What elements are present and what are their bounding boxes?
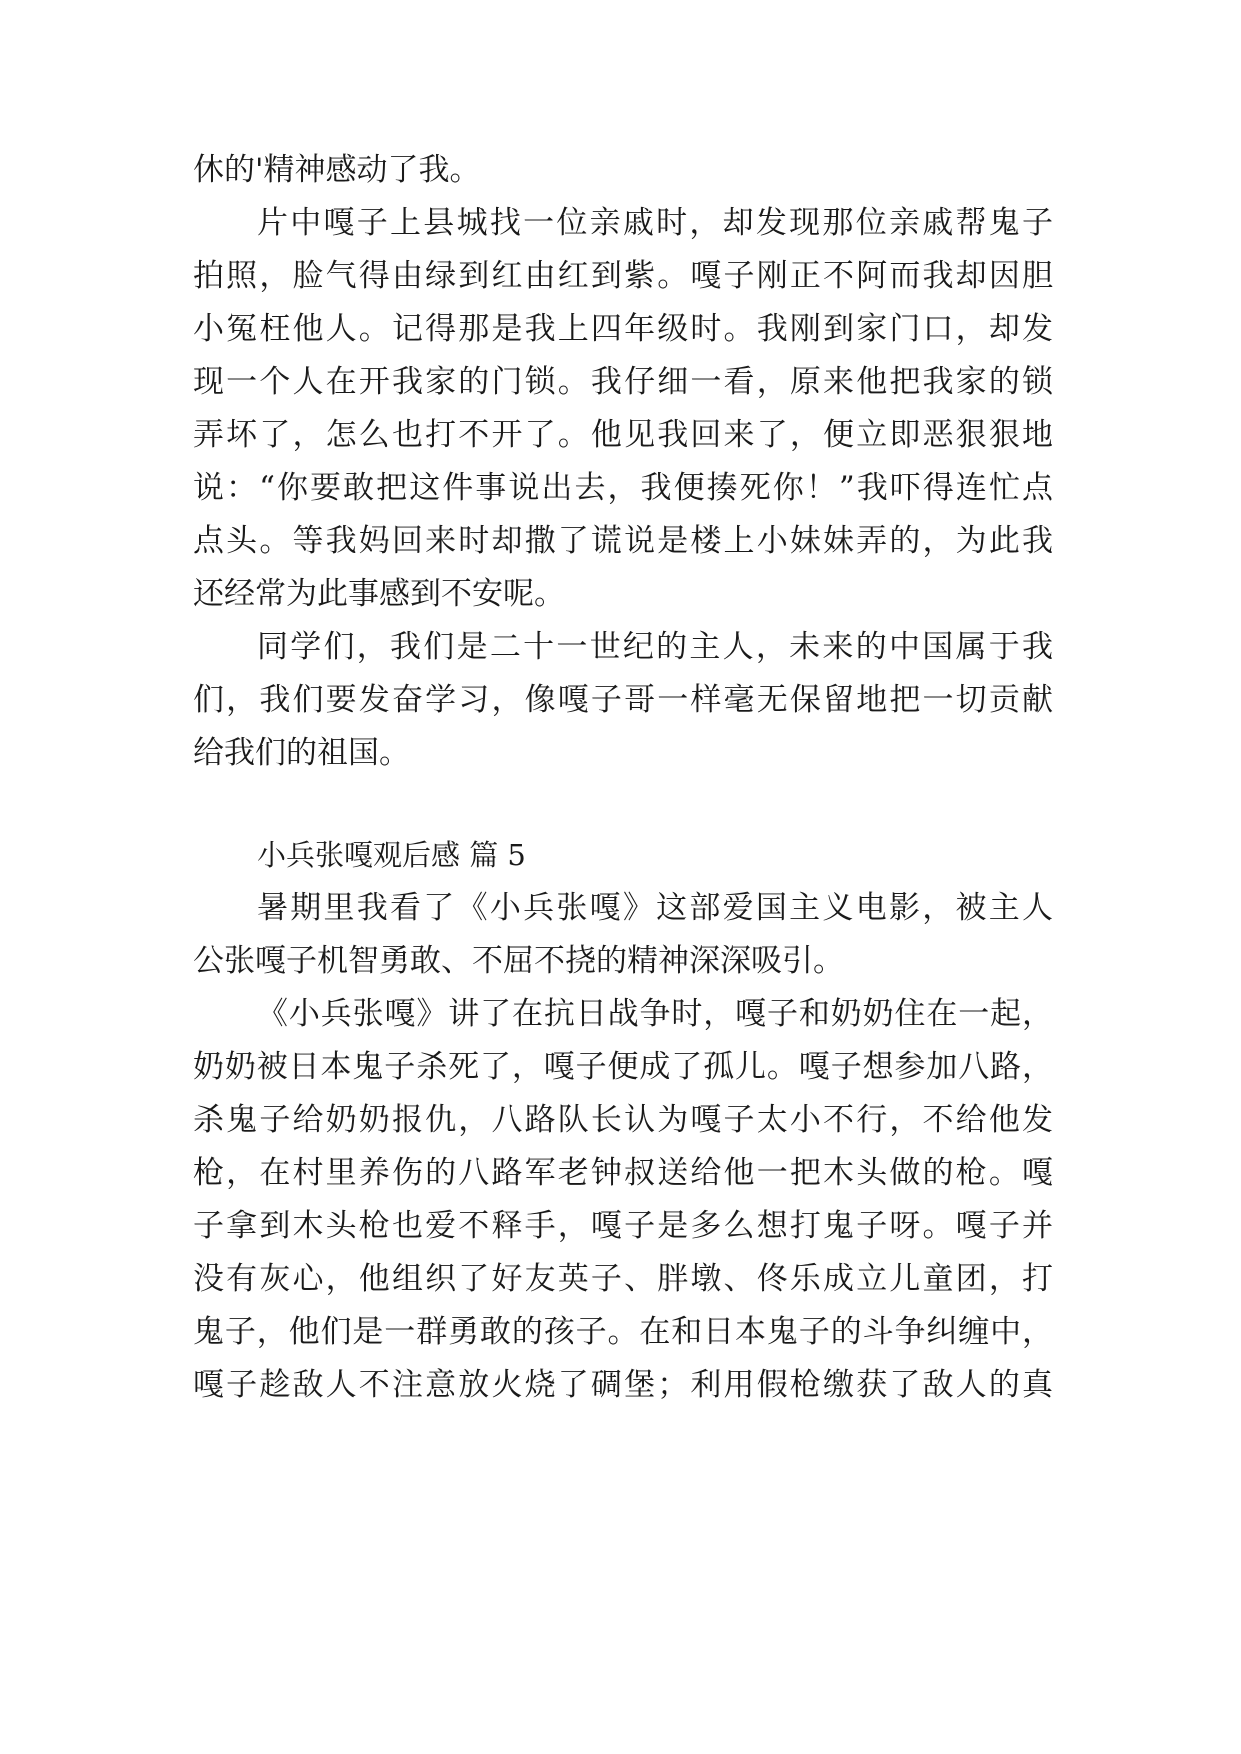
text-line: 嘎子趁敌人不注意放火烧了碉堡；利用假枪缴获了敌人的真 (193, 1367, 1053, 1403)
text-line: 没有灰心，他组织了好友英子、胖墩、佟乐成立儿童团，打 (193, 1261, 1053, 1297)
text-line: 《小兵张嘎》讲了在抗日战争时，嘎子和奶奶住在一起， (257, 996, 1053, 1032)
text-line: 杀鬼子给奶奶报仇，八路队长认为嘎子太小不行，不给他发 (193, 1102, 1053, 1138)
text-line: 现一个人在开我家的门锁。我仔细一看，原来他把我家的锁 (193, 364, 1053, 400)
text-line: 说：“你要敢把这件事说出去，我便揍死你！”我吓得连忙点 (193, 470, 1053, 506)
text-line: 鬼子，他们是一群勇敢的孩子。在和日本鬼子的斗争纠缠中， (193, 1314, 1053, 1350)
text-line: 暑期里我看了《小兵张嘎》这部爱国主义电影，被主人 (257, 890, 1053, 926)
text-line: 片中嘎子上县城找一位亲戚时，却发现那位亲戚帮鬼子 (257, 205, 1053, 241)
text-line: 枪，在村里养伤的八路军老钟叔送给他一把木头做的枪。嘎 (193, 1155, 1053, 1191)
text-line: 弄坏了，怎么也打不开了。他见我回来了，便立即恶狠狠地 (193, 417, 1053, 453)
text-line: 公张嘎子机智勇敢、不屈不挠的精神深深吸引。 (193, 943, 844, 979)
text-line: 点头。等我妈回来时却撒了谎说是楼上小妹妹弄的，为此我 (193, 523, 1053, 559)
section-heading: 小兵张嘎观后感 篇 5 (257, 838, 526, 872)
text-line: 还经常为此事感到不安呢。 (193, 576, 565, 612)
text-line: 奶奶被日本鬼子杀死了，嘎子便成了孤儿。嘎子想参加八路， (193, 1049, 1053, 1085)
text-line: 同学们，我们是二十一世纪的主人，未来的中国属于我 (257, 629, 1053, 665)
text-line: 小冤枉他人。记得那是我上四年级时。我刚到家门口，却发 (193, 311, 1053, 347)
text-line: 们，我们要发奋学习，像嘎子哥一样毫无保留地把一切贡献 (193, 682, 1053, 718)
text-line: 子拿到木头枪也爱不释手，嘎子是多么想打鬼子呀。嘎子并 (193, 1208, 1053, 1244)
text-line: 给我们的祖国。 (193, 735, 410, 771)
text-line: 休的'精神感动了我。 (193, 152, 481, 188)
text-line: 拍照，脸气得由绿到红由红到紫。嘎子刚正不阿而我却因胆 (193, 258, 1053, 294)
